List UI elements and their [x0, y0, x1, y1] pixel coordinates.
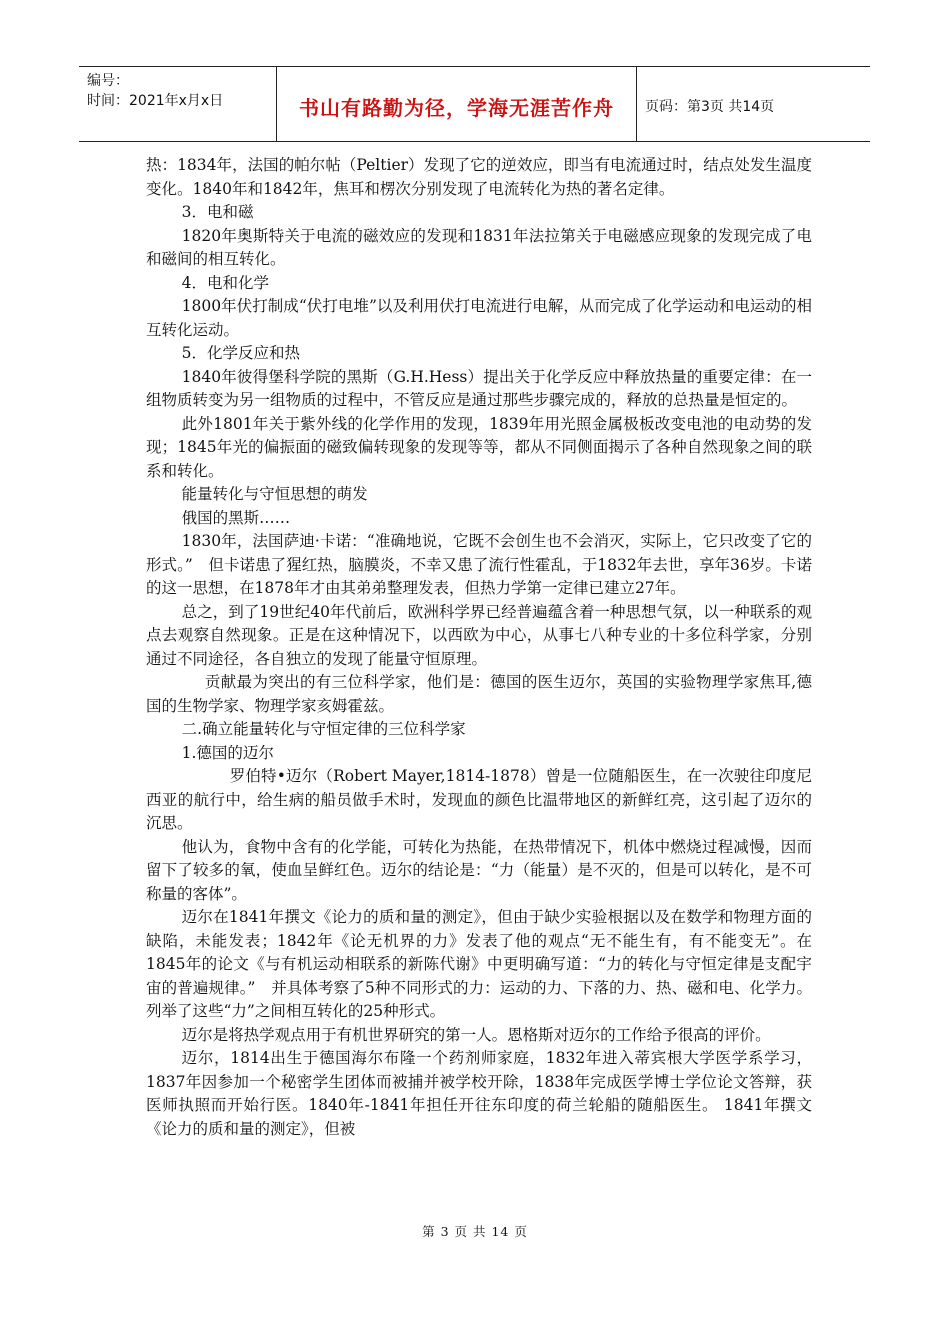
- paragraph: 1.德国的迈尔: [181, 743, 274, 762]
- paragraph: 迈尔是将热学观点用于有机世界研究的第一人。恩格斯对迈尔的工作给予很高的评价。: [181, 1025, 771, 1044]
- paragraph: 总之，到了19世纪40年代前后，欧洲科学界已经普遍蕴含着一种思想气氛，以一种联系的观点去观察自然现象。正是在这种情况下，以西欧为中心，从事七八种专业的十多位科学家，分别通过不同途径，各自独立的发现了能量守恒原理。: [146, 602, 812, 668]
- paragraph: 贡献最为突出的有三位科学家，他们是：德国的医生迈尔，英国的实验物理学家焦耳,德国的生物学家、物理学家亥姆霍兹。: [146, 673, 812, 715]
- paragraph: 迈尔在1841年撰文《论力的质和量的测定》，但由于缺少实验根据以及在数学和物理方面的缺陷，未能发表；1842年《论无机界的力》发表了他的观点“无不能生有，有不能变无”。在1845年的论文《与有机运动相联系的新陈代谢》中更明确写道：“力的转化与守恒定律是支配宇宙的普遍规律。” 并具体考察了5种不同形式的力：运动的力、下落的力、热、磁和电、化学力。列举了这些“力”之间相互转化的25种形式。: [146, 908, 812, 1020]
- paragraph: 俄国的黑斯……: [181, 508, 291, 527]
- paragraph: 1820年奥斯特关于电流的磁效应的发现和1831年法拉第关于电磁感应现象的发现完成了电和磁间的相互转化。: [146, 226, 812, 268]
- paragraph: 罗伯特•迈尔（Robert Mayer,1814-1878）曾是一位随船医生，在一次驶往印度尼西亚的航行中，给生病的船员做手术时，发现血的颜色比温带地区的新鲜红亮，这引起了迈尔的沉思。: [146, 767, 812, 832]
- header-meta: [79, 67, 277, 141]
- page-label: 页码：第3页 共14页: [645, 99, 775, 115]
- motto: 书山有路勤为径，学海无涯苦作舟: [277, 67, 637, 141]
- paragraph: 1830年，法国萨迪·卡诺：“准确地说，它既不会创生也不会消灭，实际上，它只改变了它的形式。” 但卡诺患了猩红热，脑膜炎，不幸又患了流行性霍乱，于1832年去世，享年36岁。卡诺的这一思想，在1878年才由其弟弟整理发表，但热力学第一定律已建立27年。: [146, 532, 812, 597]
- paragraph: 3．电和磁: [181, 203, 254, 221]
- paragraph: 二.确立能量转化与守恒定律的三位科学家: [181, 720, 466, 738]
- paragraph: 1800年伏打制成“伏打电堆”以及利用伏打电流进行电解，从而完成了化学运动和电运动的相互转化运动。: [146, 297, 812, 339]
- paragraph: 4．电和化学: [181, 273, 270, 292]
- paragraph: 此外1801年关于紫外线的化学作用的发现，1839年用光照金属极板改变电池的电动势的发现；1845年光的偏振面的磁致偏转现象的发现等等，都从不同侧面揭示了各种自然现象之间的联系和转化。: [146, 414, 812, 480]
- paragraph: 热：1834年，法国的帕尔帖（Peltier）发现了它的逆效应，即当有电流通过时，结点处发生温度变化。1840年和1842年，焦耳和楞次分别发现了电流转化为热的著名定律。: [146, 156, 812, 198]
- page-footer: 第 3 页 共 14 页: [422, 1224, 528, 1239]
- document-body: [146, 154, 812, 1141]
- paragraph: 能量转化与守恒思想的萌发: [181, 485, 368, 503]
- paragraph: 5．化学反应和热: [181, 344, 301, 362]
- time-label: 时间：2021年x月x日: [87, 93, 224, 109]
- paragraph: 1840年彼得堡科学院的黑斯（G.H.Hess）提出关于化学反应中释放热量的重要定律：在一组物质转变为另一组物质的过程中，不管反应是通过那些步骤完成的，释放的总热量是恒定的。: [146, 367, 812, 409]
- number-label: 编号：: [87, 73, 129, 89]
- paragraph: 他认为，食物中含有的化学能，可转化为热能，在热带情况下，机体中燃烧过程减慢，因而留下了较多的氧，使血呈鲜红色。迈尔的结论是：“力（能量）是不灭的，但是可以转化，是不可称量的客体”。: [146, 837, 812, 903]
- paragraph: 迈尔，1814出生于德国海尔布隆一个药剂师家庭，1832年进入蒂宾根大学医学系学习，1837年因参加一个秘密学生团体而被捕并被学校开除，1838年完成医学博士学位论文答辩，获医师执照而开始行医。1840年-1841年担任开往东印度的荷兰轮船的随船医生。 1841年撰文《论力的质和量的测定》，但被: [146, 1049, 812, 1138]
- header-table: [79, 66, 870, 142]
